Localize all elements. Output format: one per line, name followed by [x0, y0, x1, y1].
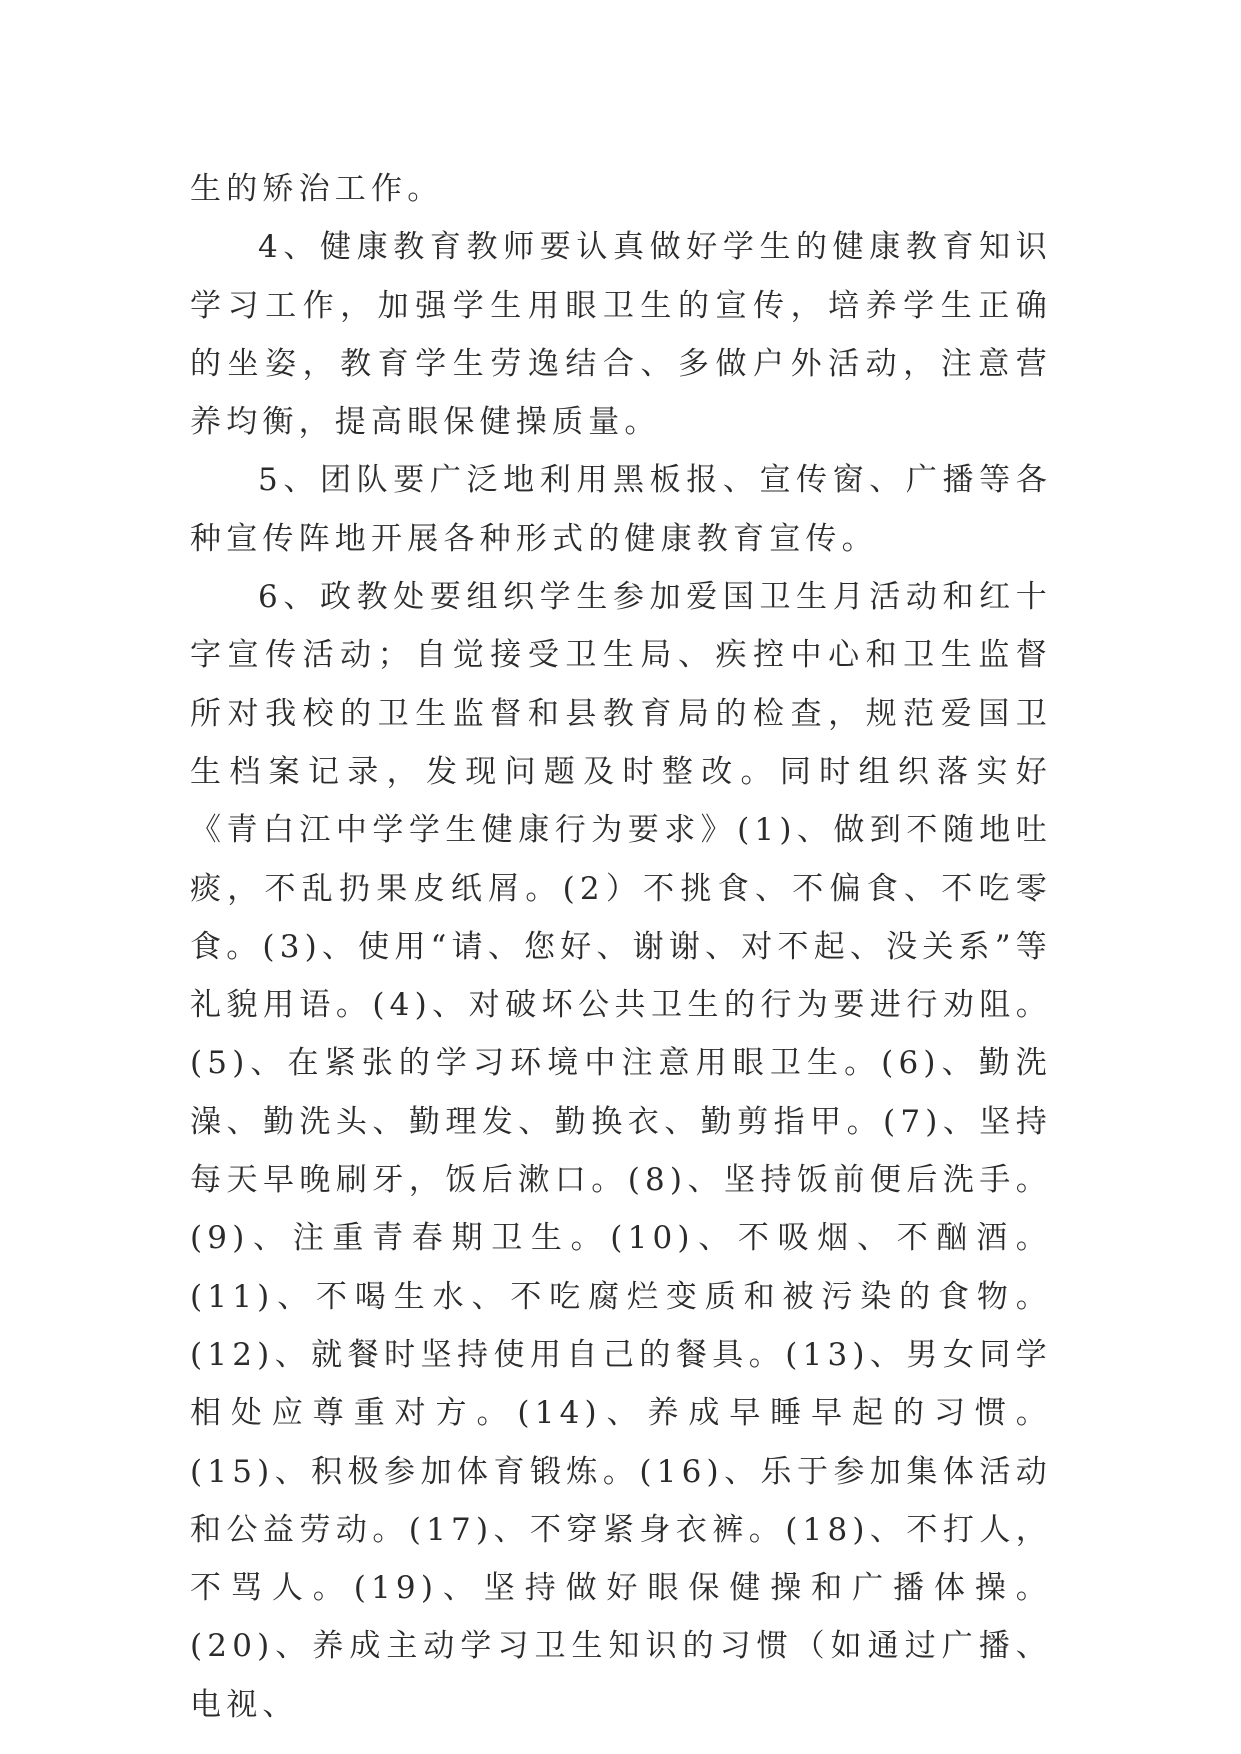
paragraph-item-5: 5、团队要广泛地利用黑板报、宣传窗、广播等各种宣传阵地开展各种形式的健康教育宣传。: [190, 462, 1052, 557]
document-body: [190, 160, 1052, 1734]
paragraph-item-6: 6、政教处要组织学生参加爱国卫生月活动和红十字宣传活动；自觉接受卫生局、疾控中心和卫生监督所对我校的卫生监督和县教育局的检查，规范爱国卫生档案记录，发现问题及时整改。同时组织落实好《青白江中学学生健康行为要求》(1)、做到不随地吐痰，不乱扔果皮纸屑。(2）不挑食、不偏食、不吃零食。(3)、使用“请、您好、谢谢、对不起、没关系”等礼貌用语。(4)、对破坏公共卫生的行为要进行劝阻。(5)、在紧张的学习环境中注意用眼卫生。(6)、勤洗澡、勤洗头、勤理发、勤换衣、勤剪指甲。(7)、坚持每天早晚刷牙，饭后漱口。(8)、坚持饭前便后洗手。(9)、注重青春期卫生。(10)、不吸烟、不酗酒。(11)、不喝生水、不吃腐烂变质和被污染的食物。(12)、就餐时坚持使用自己的餐具。(13)、男女同学相处应尊重对方。(14)、养成早睡早起的习惯。(15)、积极参加体育锻炼。(16)、乐于参加集体活动和公益劳动。(17)、不穿紧身衣裤。(18)、不打人，不骂人。(19)、坚持做好眼保健操和广播体操。(20)、养成主动学习卫生知识的习惯（如通过广播、电视、: [190, 579, 1052, 1723]
paragraph-item-4: 4、健康教育教师要认真做好学生的健康教育知识学习工作，加强学生用眼卫生的宣传，培养学生正确的坐姿，教育学生劳逸结合、多做户外活动，注意营养均衡，提高眼保健操质量。: [190, 229, 1052, 441]
paragraph-continuation: 生的矫治工作。: [190, 171, 444, 207]
